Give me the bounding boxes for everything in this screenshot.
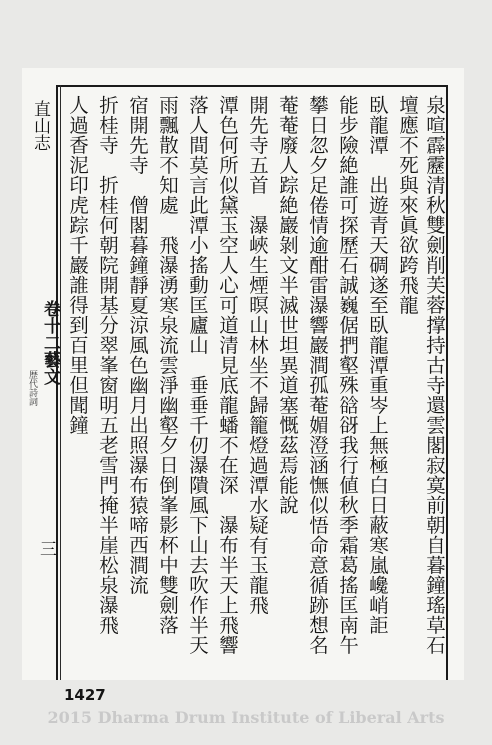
text-column: 人過香泥印虎踪千巖誰得到百里但聞鐘 — [66, 95, 89, 435]
watermark: 2015 Dharma Drum Institute of Liberal Arts — [47, 708, 445, 727]
text-column: 菴菴廢人踪絶巖剝文半滅世坦異道塞慨茲焉能說 — [276, 95, 299, 515]
column-rule — [60, 85, 61, 680]
text-column: 落人間莫言此潭小搖動匡廬山 垂垂千仞瀑隤風下山去吹作半天 — [186, 95, 209, 655]
text-column: 折桂寺 折桂何朝院開基分翠峯窗明五老雪門掩半崖松泉瀑飛 — [96, 95, 119, 635]
text-column: 攀日忽夕足倦情逾酣雷瀑響巖澗孤菴媚澄涵憮似悟命意循跡想名 — [306, 95, 329, 655]
text-column: 臥龍潭 出遊青天碉遂至臥龍潭重岑上無極白日蔽寒嵐巉峭詎 — [366, 95, 389, 635]
margin-juan: 卷十二藝文 — [40, 300, 60, 385]
margin-sub: 歴代詩詞 — [27, 370, 37, 406]
text-column: 雨飄散不知處 飛瀑湧寒泉流雲淨幽壑夕日倒峯影杯中雙劍落 — [156, 95, 179, 635]
margin-title: 直山志 — [30, 100, 50, 151]
page-number: 1427 — [64, 686, 106, 704]
text-column: 壇應不死與來眞欲跨飛龍 — [396, 95, 419, 315]
text-column: 宿開先寺 僧閣暮鐘靜夏涼風色幽月出照瀑布猿啼西澗流 — [126, 95, 149, 595]
margin-band — [24, 70, 60, 680]
text-column: 能步險絶誰可探歷石誠巍倨捫壑殊谽谺我行値秋季霜葛搖匡南午 — [336, 95, 359, 655]
text-column: 泉喧霹靂清秋雙劍削芙蓉撑持古寺還雲閣寂寞前朝自暮鐘瑤草石 — [423, 95, 446, 655]
margin-folio: 三 — [36, 540, 56, 557]
text-column: 開先寺五首 瀑峽生煙暝山林坐不歸籠燈過潭水疑有玉龍飛 — [246, 95, 269, 615]
text-column: 潭色何所似黛玉空人心可道清見底龍蟠不在深 瀑布半天上飛響 — [216, 95, 239, 655]
